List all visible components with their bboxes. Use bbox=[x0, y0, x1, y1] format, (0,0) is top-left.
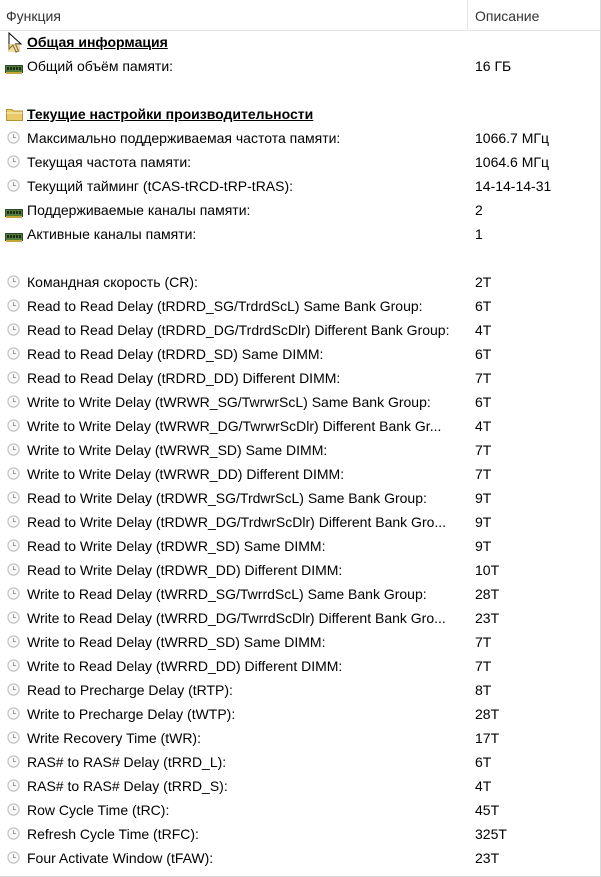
clock-icon bbox=[7, 635, 20, 648]
clock-icon bbox=[7, 683, 20, 696]
property-value: 1066.7 МГц bbox=[475, 130, 549, 146]
property-value: 8T bbox=[475, 682, 492, 698]
property-value: 23T bbox=[475, 850, 500, 866]
clock-icon bbox=[7, 659, 20, 672]
property-value: 14-14-14-31 bbox=[475, 178, 552, 194]
clock-icon bbox=[7, 179, 20, 192]
property-value: 28T bbox=[475, 586, 500, 602]
property-name: Write to Read Delay (tWRRD_SG/TwrrdScL) Same Bank Group: bbox=[27, 586, 427, 602]
properties-list bbox=[0, 30, 600, 870]
list-header bbox=[0, 0, 600, 31]
property-name: Read to Write Delay (tRDWR_SG/TrdwrScL) Same Bank Group: bbox=[27, 490, 427, 506]
property-row[interactable] bbox=[0, 342, 600, 366]
property-row[interactable] bbox=[0, 486, 600, 510]
clock-icon bbox=[7, 323, 20, 336]
clock-icon bbox=[7, 587, 20, 600]
property-row[interactable] bbox=[0, 54, 600, 78]
clock-icon bbox=[7, 707, 20, 720]
clock-icon bbox=[7, 851, 20, 864]
clock-icon bbox=[7, 803, 20, 816]
property-row[interactable] bbox=[0, 318, 600, 342]
property-row[interactable] bbox=[0, 582, 600, 606]
property-value: 7T bbox=[475, 466, 492, 482]
property-name: Row Cycle Time (tRC): bbox=[27, 802, 170, 818]
property-name: Write to Read Delay (tWRRD_DD) Different DIMM: bbox=[27, 658, 343, 674]
property-name: Write to Read Delay (tWRRD_DG/TwrrdScDlr) Different Bank Gro... bbox=[27, 610, 446, 626]
clock-icon bbox=[7, 347, 20, 360]
property-value: 4T bbox=[475, 322, 492, 338]
property-row[interactable] bbox=[0, 678, 600, 702]
blank-row bbox=[0, 246, 600, 270]
property-row[interactable] bbox=[0, 174, 600, 198]
property-row[interactable] bbox=[0, 726, 600, 750]
memory-module-icon bbox=[5, 205, 23, 214]
section-title: Общая информация bbox=[27, 34, 168, 50]
property-name: Read to Read Delay (tRDRD_SG/TrdrdScL) Same Bank Group: bbox=[27, 298, 423, 314]
property-row[interactable] bbox=[0, 654, 600, 678]
property-value: 16 ГБ bbox=[475, 58, 512, 74]
property-value: 1 bbox=[475, 226, 483, 242]
property-value: 6T bbox=[475, 346, 492, 362]
clock-icon bbox=[7, 155, 20, 168]
memory-module-icon bbox=[5, 229, 23, 238]
property-name: Read to Write Delay (tRDWR_DG/TrdwrScDlr) Different Bank Gro... bbox=[27, 514, 447, 530]
property-row[interactable] bbox=[0, 270, 600, 294]
property-row[interactable] bbox=[0, 390, 600, 414]
clock-icon bbox=[7, 395, 20, 408]
property-name: Write to Read Delay (tWRRD_SD) Same DIMM: bbox=[27, 634, 326, 650]
property-name: Read to Write Delay (tRDWR_SD) Same DIMM: bbox=[27, 538, 326, 554]
property-value: 4T bbox=[475, 418, 492, 434]
property-value: 1064.6 МГц bbox=[475, 154, 549, 170]
property-name: Four Activate Window (tFAW): bbox=[27, 850, 214, 866]
section-title: Текущие настройки производительности bbox=[27, 106, 314, 122]
property-value: 9T bbox=[475, 490, 492, 506]
property-row[interactable] bbox=[0, 126, 600, 150]
property-name: Командная скорость (CR): bbox=[27, 274, 198, 290]
property-row[interactable] bbox=[0, 822, 600, 846]
property-row[interactable] bbox=[0, 414, 600, 438]
property-name: Активные каналы памяти: bbox=[27, 226, 197, 242]
property-name: Read to Read Delay (tRDRD_DG/TrdrdScDlr) Different Bank Group: bbox=[27, 322, 450, 338]
property-row[interactable] bbox=[0, 630, 600, 654]
property-row[interactable] bbox=[0, 846, 600, 870]
property-value: 6T bbox=[475, 754, 492, 770]
property-name: Текущий тайминг (tCAS-tRCD-tRP-tRAS): bbox=[27, 178, 294, 194]
property-value: 45T bbox=[475, 802, 500, 818]
property-value: 2T bbox=[475, 274, 492, 290]
property-row[interactable] bbox=[0, 702, 600, 726]
property-value: 7T bbox=[475, 370, 492, 386]
property-row[interactable] bbox=[0, 222, 600, 246]
property-value: 325T bbox=[475, 826, 507, 842]
blank-row bbox=[0, 78, 600, 102]
property-name: Общий объём памяти: bbox=[27, 58, 174, 74]
property-value: 4T bbox=[475, 778, 492, 794]
clock-icon bbox=[7, 611, 20, 624]
cursor-icon bbox=[8, 32, 22, 54]
section-header-row[interactable] bbox=[0, 102, 600, 126]
property-value: 9T bbox=[475, 514, 492, 530]
property-name: Refresh Cycle Time (tRFC): bbox=[27, 826, 199, 842]
clock-icon bbox=[7, 443, 20, 456]
property-value: 7T bbox=[475, 634, 492, 650]
property-row[interactable] bbox=[0, 606, 600, 630]
property-name: Write to Write Delay (tWRWR_SD) Same DIMM: bbox=[27, 442, 328, 458]
property-row[interactable] bbox=[0, 150, 600, 174]
property-value: 23T bbox=[475, 610, 500, 626]
property-name: Write to Write Delay (tWRWR_SG/TwrwrScL) Same Bank Group: bbox=[27, 394, 431, 410]
property-name: Текущая частота памяти: bbox=[27, 154, 192, 170]
clock-icon bbox=[7, 491, 20, 504]
property-name: Максимально поддерживаемая частота памяти: bbox=[27, 130, 341, 146]
property-name: Write Recovery Time (tWR): bbox=[27, 730, 201, 746]
clock-icon bbox=[7, 563, 20, 576]
property-value: 28T bbox=[475, 706, 500, 722]
property-row[interactable] bbox=[0, 198, 600, 222]
clock-icon bbox=[7, 731, 20, 744]
section-header-row[interactable] bbox=[0, 30, 600, 54]
clock-icon bbox=[7, 299, 20, 312]
property-row[interactable] bbox=[0, 462, 600, 486]
property-name: Read to Read Delay (tRDRD_DD) Different DIMM: bbox=[27, 370, 341, 386]
property-row[interactable] bbox=[0, 366, 600, 390]
clock-icon bbox=[7, 131, 20, 144]
property-value: 6T bbox=[475, 394, 492, 410]
clock-icon bbox=[7, 539, 20, 552]
clock-icon bbox=[7, 827, 20, 840]
property-value: 17T bbox=[475, 730, 500, 746]
clock-icon bbox=[7, 371, 20, 384]
clock-icon bbox=[7, 419, 20, 432]
property-row[interactable] bbox=[0, 774, 600, 798]
property-name: RAS# to RAS# Delay (tRRD_S): bbox=[27, 778, 228, 794]
property-value: 10T bbox=[475, 562, 500, 578]
property-value: 9T bbox=[475, 538, 492, 554]
clock-icon bbox=[7, 467, 20, 480]
property-row[interactable] bbox=[0, 438, 600, 462]
property-name: Read to Precharge Delay (tRTP): bbox=[27, 682, 233, 698]
property-value: 2 bbox=[475, 202, 483, 218]
column-header-function[interactable]: Функция bbox=[6, 8, 61, 24]
property-name: Read to Write Delay (tRDWR_DD) Different DIMM: bbox=[27, 562, 343, 578]
property-name: Write to Write Delay (tWRWR_DG/TwrwrScDlr) Different Bank Gr... bbox=[27, 418, 442, 434]
property-row[interactable] bbox=[0, 534, 600, 558]
clock-icon bbox=[7, 755, 20, 768]
clock-icon bbox=[7, 515, 20, 528]
memory-module-icon bbox=[5, 61, 23, 70]
property-name: Write to Precharge Delay (tWTP): bbox=[27, 706, 236, 722]
clock-icon bbox=[7, 275, 20, 288]
property-value: 7T bbox=[475, 442, 492, 458]
property-row[interactable] bbox=[0, 750, 600, 774]
property-row[interactable] bbox=[0, 510, 600, 534]
property-name: Поддерживаемые каналы памяти: bbox=[27, 202, 251, 218]
column-header-description[interactable]: Описание bbox=[467, 0, 600, 30]
property-row[interactable] bbox=[0, 558, 600, 582]
property-value: 7T bbox=[475, 658, 492, 674]
folder-icon bbox=[6, 108, 23, 121]
property-row[interactable] bbox=[0, 798, 600, 822]
property-name: RAS# to RAS# Delay (tRRD_L): bbox=[27, 754, 227, 770]
property-name: Write to Write Delay (tWRWR_DD) Different DIMM: bbox=[27, 466, 345, 482]
property-row[interactable] bbox=[0, 294, 600, 318]
property-name: Read to Read Delay (tRDRD_SD) Same DIMM: bbox=[27, 346, 324, 362]
clock-icon bbox=[7, 779, 20, 792]
property-value: 6T bbox=[475, 298, 492, 314]
